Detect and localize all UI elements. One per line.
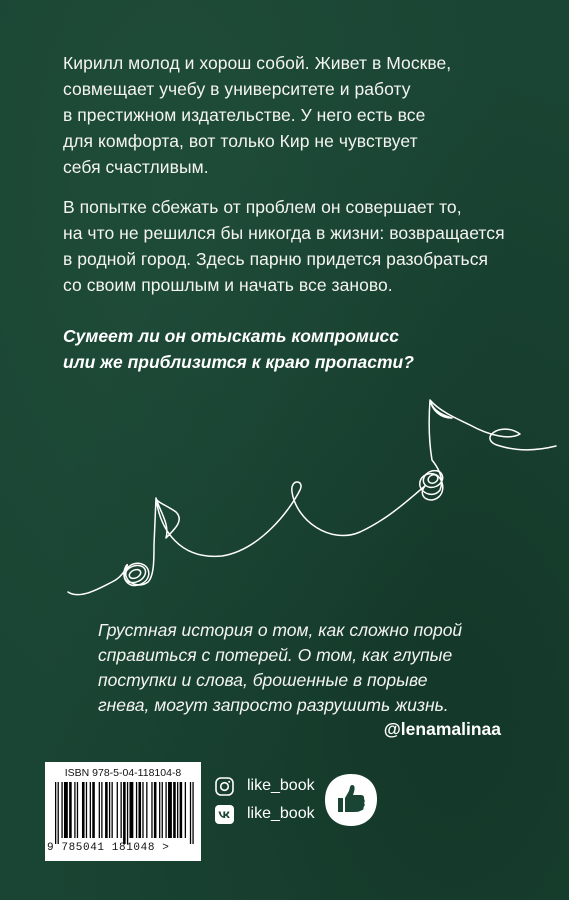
barcode-bar: [99, 782, 100, 838]
barcode-bar: [109, 782, 110, 838]
barcode-bar: [55, 782, 56, 844]
barcode-bar: [90, 782, 91, 838]
barcode-bar: [86, 782, 87, 838]
isbn-barcode: [45, 762, 201, 861]
barcode-bar: [69, 782, 72, 838]
thumbs-up-icon: [322, 771, 380, 829]
isbn-label: ISBN 978-5-04-118104-8: [64, 767, 182, 779]
barcode-bar: [146, 782, 147, 838]
instagram-icon: [215, 777, 234, 796]
barcode-bar: [165, 782, 166, 838]
vk-icon: [215, 805, 234, 824]
text-line: в престижном издательстве. У него есть все: [63, 105, 426, 125]
quote-line: поступки и слова, брошенные в порыве: [98, 670, 428, 690]
barcode-bar: [190, 782, 191, 844]
text-line: или же приблизится к краю пропасти?: [63, 352, 414, 372]
barcode-bars: [55, 782, 195, 844]
barcode-bar: [168, 782, 172, 838]
text-line: Кирилл молод и хорош собой. Живет в Москве,: [63, 53, 452, 73]
barcode-bar: [77, 782, 78, 838]
barcode-bar: [162, 782, 163, 838]
text-line: себя счастливым.: [63, 157, 209, 177]
barcode-bar: [112, 782, 113, 838]
review-quote: [98, 618, 462, 718]
text-line: для комфорта, вот только Кир не чувствует: [63, 131, 418, 151]
quote-line: гнева, могут запросто разрушить жизнь.: [98, 695, 449, 715]
quote-author-handle: @lenamalinaa: [383, 719, 501, 739]
barcode-bar: [61, 782, 62, 838]
text-line: В попытке сбежать от проблем он совершает то,: [63, 197, 462, 217]
barcode-bar: [177, 782, 178, 838]
quote-line: справиться с потерей. О том, как глупые: [98, 645, 453, 665]
barcode-bar: [74, 782, 75, 838]
barcode-bar: [136, 782, 137, 838]
text-line: на что не решился бы никогда в жизни: возвращается: [63, 223, 505, 243]
barcode-bar: [92, 782, 95, 838]
vk-handle: like_book: [247, 805, 315, 822]
barcode-bar: [64, 782, 68, 838]
barcode-bar: [129, 782, 133, 838]
barcode-digits: 9 785041 181048 >: [47, 842, 170, 854]
barcode-bar: [159, 782, 160, 838]
instagram-handle: like_book: [247, 777, 315, 794]
social-vk[interactable]: [215, 804, 315, 824]
barcode-bar: [105, 782, 108, 838]
text-line: Сумеет ли он отыскать компромисс: [63, 326, 399, 346]
barcode-bar: [123, 782, 126, 844]
barcode-bar: [180, 782, 183, 838]
barcode-bar: [138, 782, 141, 838]
barcode-bar: [82, 782, 85, 838]
barcode-bar: [142, 782, 143, 838]
barcode-bar: [185, 782, 186, 838]
barcode-bar: [154, 782, 157, 838]
text-line: в родной город. Здесь парню придется разобраться: [63, 249, 489, 269]
quote-line: Грустная история о том, как сложно порой: [98, 620, 463, 640]
social-instagram[interactable]: [215, 776, 315, 796]
barcode-bar: [127, 782, 128, 844]
barcode-bar: [192, 782, 193, 844]
text-line: со своим прошлым и начать все заново.: [63, 275, 393, 295]
barcode-bar: [173, 782, 176, 838]
barcode-bar: [58, 782, 59, 844]
barcode-bar: [151, 782, 152, 838]
barcode-bar: [117, 782, 118, 838]
text-line: совмещает учебу в университете и работу: [63, 79, 411, 99]
barcode-bar: [121, 782, 122, 838]
barcode-bar: [101, 782, 102, 838]
